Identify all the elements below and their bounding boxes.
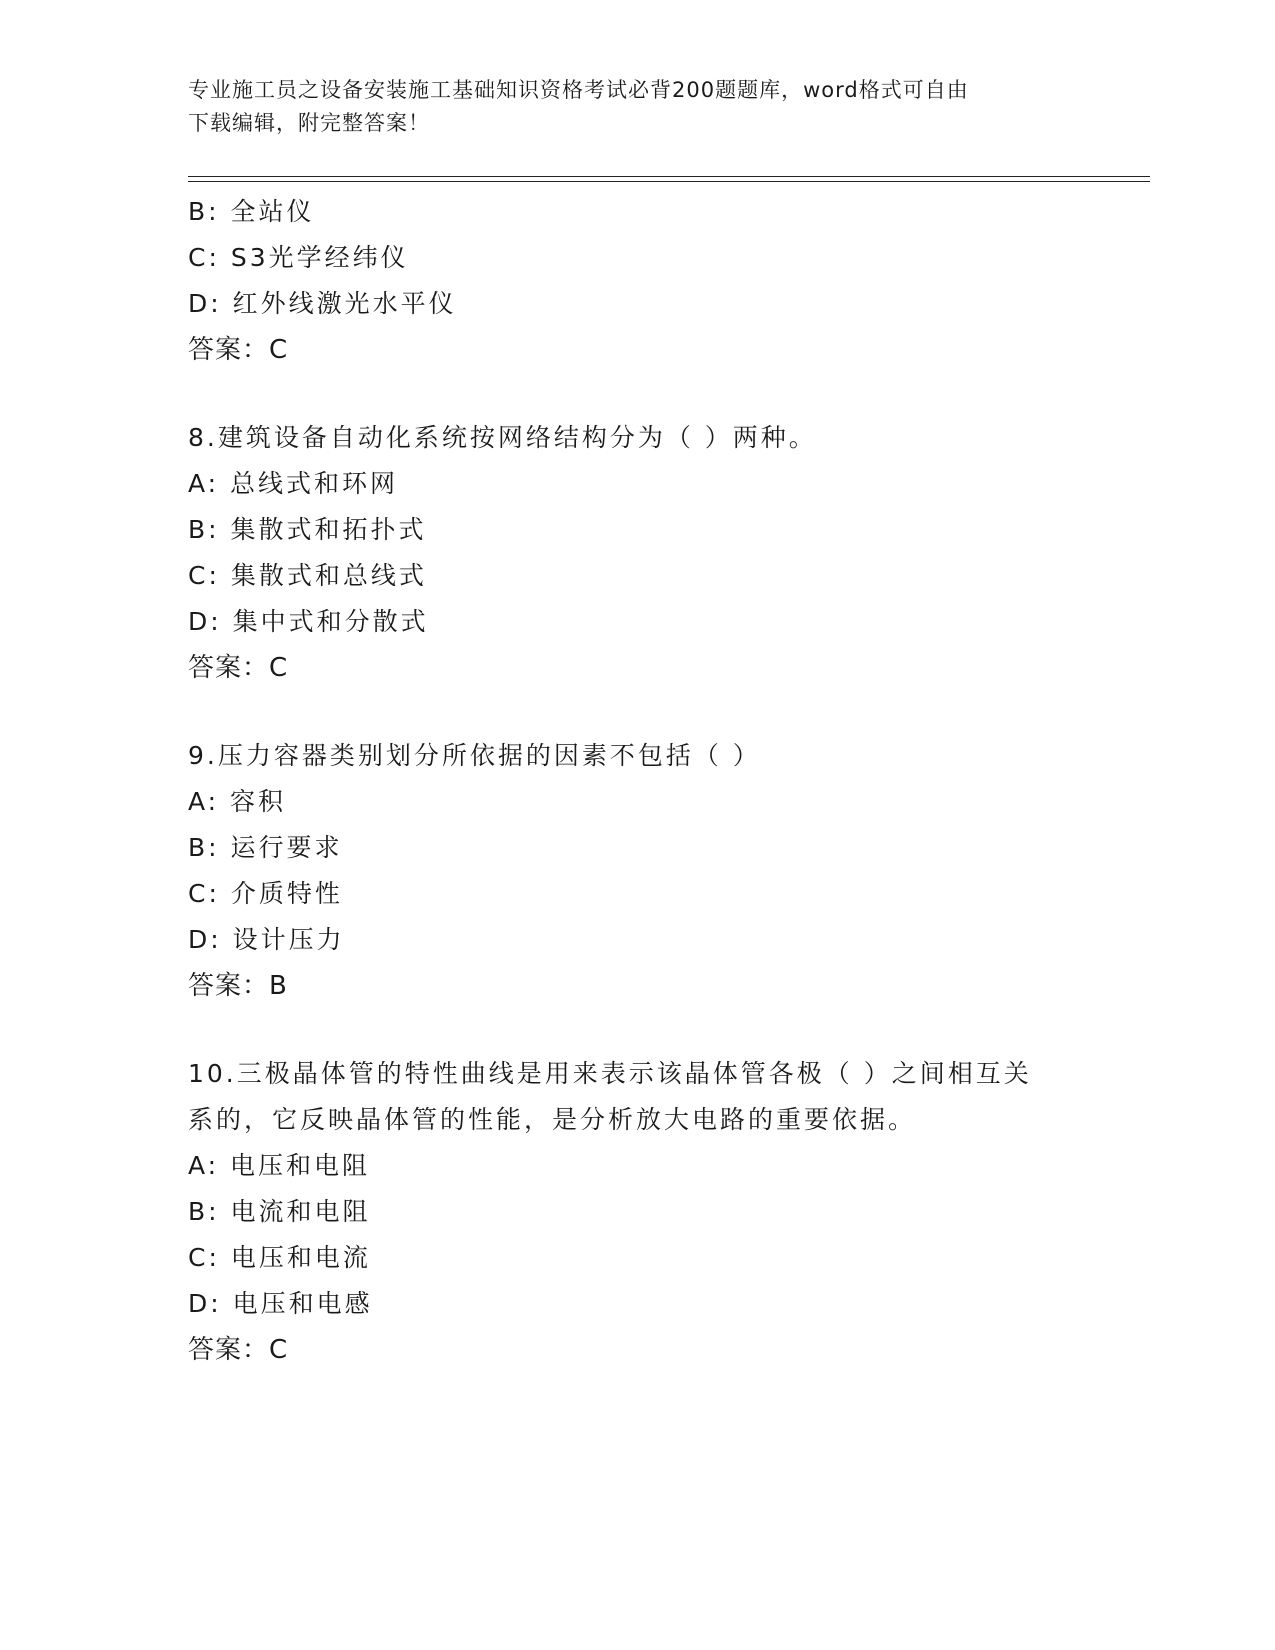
option-b: B: 运行要求 [188,833,343,862]
answer-line: 答案：C [188,335,289,365]
block-gap [188,1009,1088,1051]
option-d: D: 红外线激光水平仪 [188,289,457,318]
question-text: 8.建筑设备自动化系统按网络结构分为（ ）两种。 [188,423,817,452]
question-text: 9.压力容器类别划分所依据的因素不包括（ ） [188,741,761,770]
question-list [188,189,1088,1373]
question-text-line-1: 10.三极晶体管的特性曲线是用来表示该晶体管各极（ ）之间相互关 [188,1059,1032,1088]
block-gap [188,691,1088,733]
header-line-2: 下载编辑，附完整答案！ [188,111,430,135]
question-block-9 [188,733,1088,1009]
question-text-line-2: 系的，它反映晶体管的性能，是分析放大电路的重要依据。 [188,1105,917,1134]
option-b: B: 全站仪 [188,197,315,226]
option-c: C: S3光学经纬仪 [188,243,409,272]
option-b: B: 电流和电阻 [188,1197,371,1226]
option-a: A: 电压和电阻 [188,1151,371,1180]
document-header [188,74,1068,140]
option-c: C: 集散式和总线式 [188,561,427,590]
header-divider-bottom [188,181,1150,182]
option-c: C: 介质特性 [188,879,343,908]
option-a: A: 总线式和环网 [188,469,399,498]
block-gap [188,373,1088,415]
option-d: D: 设计压力 [188,925,345,954]
answer-line: 答案：B [188,971,288,1001]
option-a: A: 容积 [188,787,287,816]
answer-line: 答案：C [188,1335,289,1365]
option-b: B: 集散式和拓扑式 [188,515,427,544]
question-block-10 [188,1051,1088,1373]
option-d: D: 集中式和分散式 [188,607,429,636]
option-c: C: 电压和电流 [188,1243,371,1272]
option-d: D: 电压和电感 [188,1289,373,1318]
header-divider-top [188,176,1150,177]
header-line-1: 专业施工员之设备安装施工基础知识资格考试必背200题题库，word格式可自由 [188,78,969,102]
answer-line: 答案：C [188,653,289,683]
question-block-7 [188,189,1088,373]
question-block-8 [188,415,1088,691]
